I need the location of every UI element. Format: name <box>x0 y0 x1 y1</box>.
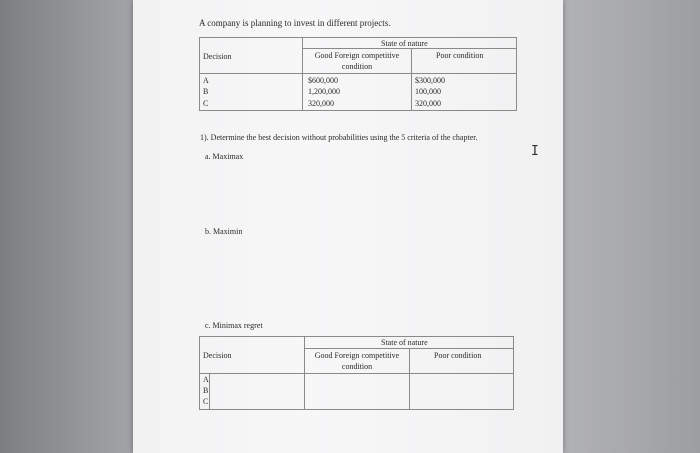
table2-row-decision: A <box>203 375 209 384</box>
table1-row-decision: B <box>203 87 209 96</box>
background-left <box>0 0 135 453</box>
table1-row-poor: $300,000 <box>415 76 445 85</box>
table1-header-decision: Decision <box>203 52 232 61</box>
question-text: 1). Determine the best decision without probabilities using the 5 criteria of the chapter. <box>200 133 478 142</box>
table2-header-state: State of nature <box>381 338 428 347</box>
part-c-minimax-regret: c. Minimax regret <box>205 321 263 330</box>
table1-row-good: $600,000 <box>308 76 338 85</box>
table1-row-decision: C <box>203 99 209 108</box>
table1-col-good-line2: condition <box>341 62 373 71</box>
table1-col-good-line1: Good Foreign competitive <box>314 51 400 60</box>
background-right <box>560 0 700 453</box>
table1-row-poor: 320,000 <box>415 99 441 108</box>
table2-row-decision: B <box>203 386 209 395</box>
table2-header-decision: Decision <box>203 351 232 360</box>
table2-row-decision: C <box>203 397 209 406</box>
table1-row-good: 1,200,000 <box>308 87 340 96</box>
table2-col-poor: Poor condition <box>434 351 482 360</box>
table2-col-good-line2: condition <box>341 362 373 371</box>
table1-row-decision: A <box>203 76 209 85</box>
table1-row-poor: 100,000 <box>415 87 441 96</box>
table1-col-poor: Poor condition <box>436 51 484 60</box>
text-cursor-icon: I <box>531 144 539 159</box>
intro-text: A company is planning to invest in different projects. <box>199 18 391 28</box>
document-page <box>133 0 563 453</box>
part-a-maximax: a. Maximax <box>205 152 244 161</box>
table1-header-state: State of nature <box>381 39 428 48</box>
part-b-maximin: b. Maximin <box>205 227 243 236</box>
table1-row-good: 320,000 <box>308 99 334 108</box>
table2-col-good-line1: Good Foreign competitive <box>314 351 400 360</box>
